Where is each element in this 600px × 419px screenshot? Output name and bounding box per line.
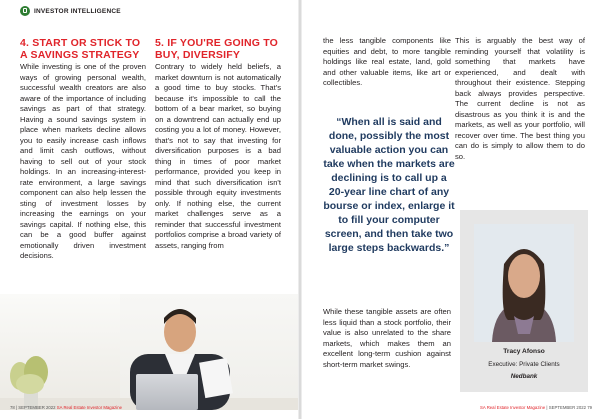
paragraph: the less tangible components like equities and debt, to more tangible holdings like real estate, land, gold and other valuable items, like art or collectibles.	[323, 36, 451, 87]
paragraph: Contrary to widely held beliefs, a market downturn is not automatically a good time to buy stocks. That's because it's impossible to call the bottom of a bear market, so buying on a downtrend can actually end up costing you a lot of money. However, that's not to say that investing for diversification purposes is a bad thing in times of poor market performance, provided you keep in mind that such diversification isn't possible through equity investments only. If nothing else, the current market challenges serve as a reminder that successful investment portfolios comprise a broad variety of assets, ranging from	[155, 62, 281, 250]
section-header	[20, 4, 121, 18]
left-footer: 78 | SEPTEMBER 2022 SA Real Estate Investor Magazine	[10, 405, 122, 410]
body-step-back	[455, 36, 585, 162]
page-number: 78	[10, 405, 15, 410]
body-diversify	[155, 62, 281, 251]
body-tangible-assets	[323, 307, 451, 370]
businessman-photo	[0, 294, 298, 410]
portrait-photo	[474, 224, 574, 342]
plant-illustration	[6, 356, 56, 410]
profile-card	[460, 210, 588, 392]
page-number: 79	[587, 405, 592, 410]
paragraph: While investing is one of the proven ways of growing personal wealth, successful wealth creators are also aware of the importance of including savings as part of that strategy. Having a sound savings system in place when markets decline allows you to easily increase cash inflows and limit cash outflows, without having to sell out of your stock holdings. In an increasing-interest-rate environment, a large savings component can also help lessen the sting of investment losses by increasing the earnings on your savings capital. If nothing else, this can be a good buffer against emotionally driven investment decisions.	[20, 62, 146, 260]
profile-company: Nedbank	[510, 373, 538, 380]
body-savings-strategy	[20, 62, 146, 262]
heading-savings-strategy: 4. START OR STICK TO A SAVINGS STRATEGY	[20, 37, 141, 61]
woman-portrait-illustration	[474, 224, 574, 342]
footer-date: SEPTEMBER 2022	[548, 405, 586, 410]
footer-magazine: SA Real Estate Investor Magazine	[56, 405, 122, 410]
investor-intelligence-icon	[20, 6, 30, 16]
right-footer: SA Real Estate Investor Magazine | SEPTEMBER 2022 79	[480, 405, 592, 410]
paragraph: This is arguably the best way of reminding yourself that volatility is something that markets have experienced, and dealt with throughout their existence. Stepping back always provides perspective. The current decline is not as disastrous as you think it is and the markets, as well as your portfolio, will recover over time. The best thing you can do is simply to allow them to do so.	[455, 36, 585, 161]
body-tangible-components	[323, 36, 451, 89]
heading-diversify: 5. IF YOU'RE GOING TO BUY, DIVERSIFY	[155, 37, 278, 61]
profile-name: Tracy Afonso	[503, 348, 545, 355]
footer-date: SEPTEMBER 2022	[18, 405, 56, 410]
section-title: INVESTOR INTELLIGENCE	[34, 7, 121, 15]
paragraph: While these tangible assets are often less liquid than a stock portfolio, their value is also unrelated to the share markets, which makes them an excellent long-term cushion against short-term market swings.	[323, 307, 451, 369]
laptop-illustration	[136, 374, 198, 410]
profile-role: Executive: Private Clients	[488, 361, 560, 368]
page-spine	[298, 0, 302, 419]
pull-quote: “When all is said and done, possibly the most valuable action you can take when the markets are declining is to call up a 20-year line chart of any bourse or index, enlarge it to fill your computer screen, and then take two large steps backwards.”	[323, 116, 455, 254]
footer-magazine: SA Real Estate Investor Magazine	[480, 405, 546, 410]
